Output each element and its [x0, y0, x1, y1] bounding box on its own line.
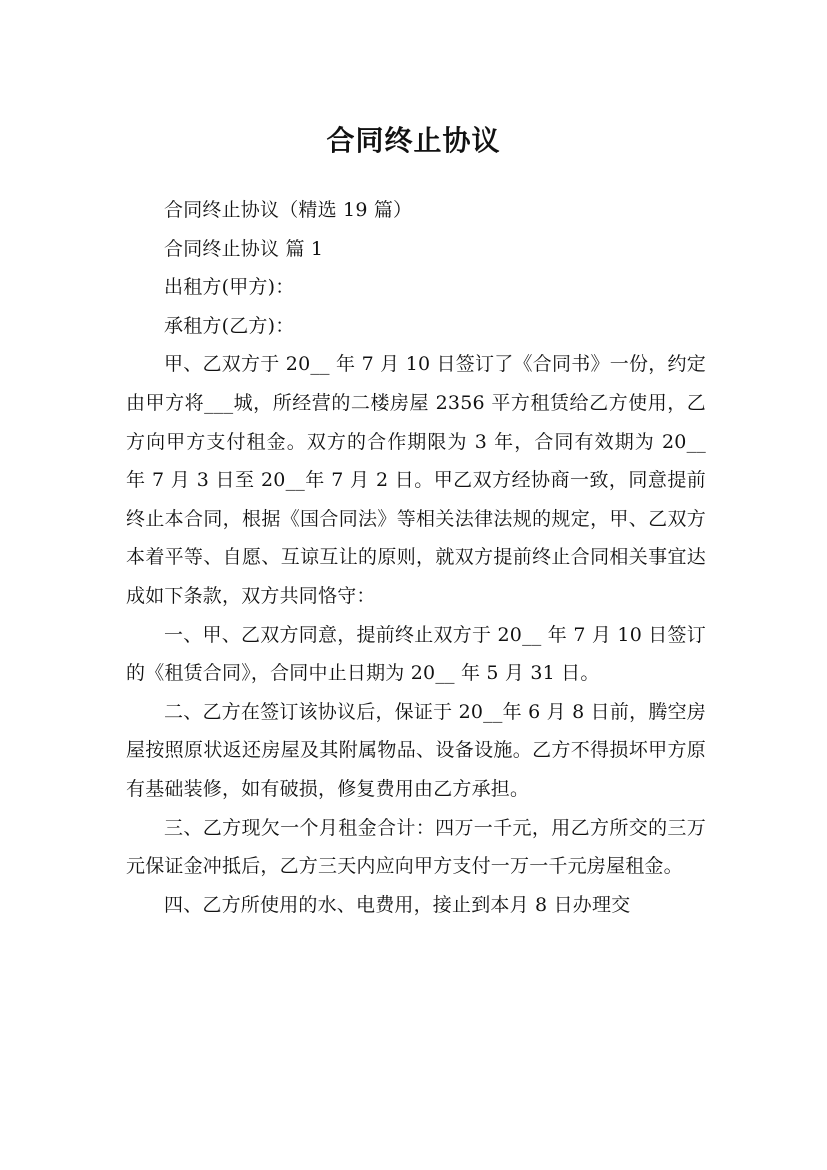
- paragraph-clause-3: 三、乙方现欠一个月租金合计：四万一千元，用乙方所交的三万元保证金冲抵后，乙方三天内应向甲方支付一万一千元房屋租金。: [126, 816, 706, 878]
- paragraph-clause-4: 四、乙方所使用的水、电费用，接止到本月 8 日办理交: [164, 893, 631, 916]
- document-body: [126, 191, 706, 924]
- paragraph-subtitle: 合同终止协议（精选 19 篇）: [164, 199, 413, 221]
- paragraph-clause-2: 二、乙方在签订该协议后，保证于 20__年 6 月 8 日前，腾空房屋按照原状返还房屋及其附属物品、设备设施。乙方不得损坏甲方原有基础装修，如有破损，修复费用由乙方承担。: [126, 700, 706, 800]
- paragraph-lessor: 出租方(甲方)：: [164, 276, 295, 299]
- paragraph-section-heading: 合同终止协议 篇 1: [164, 237, 324, 260]
- paragraph-clause-1: 一、甲、乙双方同意，提前终止双方于 20__ 年 7 月 10 日签订的《租赁合同》，合同中止日期为 20__ 年 5 月 31 日。: [126, 623, 706, 685]
- paragraph-preamble: 甲、乙双方于 20__ 年 7 月 10 日签订了《合同书》一份，约定由甲方将___城，所经营的二楼房屋 2356 平方租赁给乙方使用，乙方向甲方支付租金。双方的合作期限为 3 年，合同有效期为 20__ 年 7 月 3 日至 20__年 7 月 2 日。甲乙双方经协商一致，同意提前终止本合同，根据《国合同法》等相关法律法规的规定，甲、乙双方本着平等、自愿、互谅互让的原则，就双方提前终止合同相关事宜达成如下条款，双方共同恪守：: [126, 353, 706, 607]
- document-title: 合同终止协议: [326, 123, 501, 157]
- paragraph-lessee: 承租方(乙方)：: [164, 314, 295, 337]
